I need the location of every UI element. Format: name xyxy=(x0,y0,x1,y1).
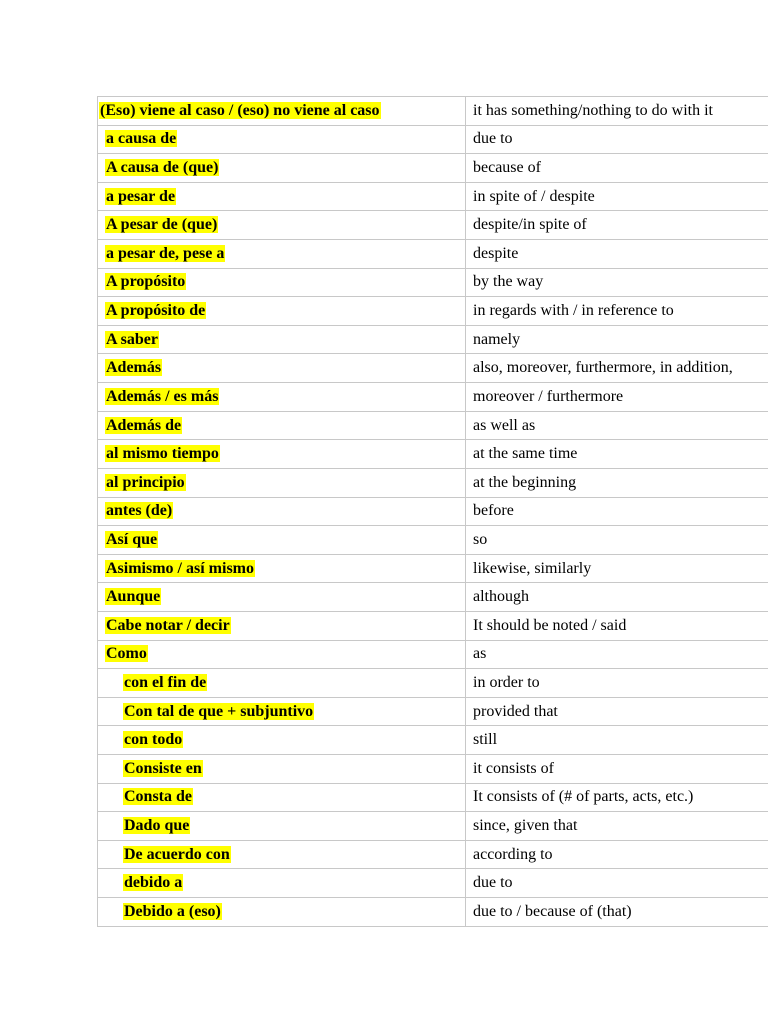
spanish-cell xyxy=(98,211,466,240)
spanish-cell xyxy=(98,526,466,555)
spanish-phrase: Cabe notar / decir xyxy=(106,616,230,634)
spanish-phrase: Así que xyxy=(106,530,158,548)
table-row xyxy=(98,869,768,898)
spanish-cell xyxy=(98,669,466,698)
spanish-cell xyxy=(98,840,466,869)
english-cell: despite xyxy=(466,240,768,269)
english-cell: in spite of / despite xyxy=(466,182,768,211)
spanish-cell xyxy=(98,440,466,469)
spanish-phrase: al mismo tiempo xyxy=(106,445,219,463)
english-cell: due to xyxy=(466,125,768,154)
table-row xyxy=(98,297,768,326)
spanish-cell xyxy=(98,240,466,269)
english-cell: at the beginning xyxy=(466,468,768,497)
spanish-phrase: a pesar de, pese a xyxy=(106,244,225,262)
spanish-phrase: Además de xyxy=(106,416,182,434)
spanish-phrase: A propósito xyxy=(106,273,186,291)
table-row xyxy=(98,383,768,412)
spanish-phrase: (Eso) viene al caso / (eso) no viene al caso xyxy=(100,101,380,119)
spanish-cell xyxy=(98,125,466,154)
spanish-cell xyxy=(98,554,466,583)
table-row xyxy=(98,354,768,383)
spanish-cell xyxy=(98,154,466,183)
spanish-cell xyxy=(98,97,466,126)
spanish-cell xyxy=(98,468,466,497)
english-cell: It consists of (# of parts, acts, etc.) xyxy=(466,783,768,812)
spanish-phrase: Además / es más xyxy=(106,387,219,405)
english-cell: likewise, similarly xyxy=(466,554,768,583)
spanish-cell xyxy=(98,611,466,640)
table-row xyxy=(98,611,768,640)
english-cell: still xyxy=(466,726,768,755)
spanish-cell xyxy=(98,697,466,726)
spanish-phrase: debido a xyxy=(124,874,183,892)
english-cell: namely xyxy=(466,325,768,354)
english-cell: in regards with / in reference to xyxy=(466,297,768,326)
spanish-cell xyxy=(98,640,466,669)
spanish-phrase: a pesar de xyxy=(106,187,176,205)
english-cell: so xyxy=(466,526,768,555)
table-row xyxy=(98,812,768,841)
english-cell: moreover / furthermore xyxy=(466,383,768,412)
english-cell: at the same time xyxy=(466,440,768,469)
spanish-phrase: A causa de (que) xyxy=(106,159,219,177)
spanish-phrase: a causa de xyxy=(106,130,177,148)
spanish-phrase: Como xyxy=(106,645,147,663)
table-row xyxy=(98,411,768,440)
spanish-cell xyxy=(98,898,466,927)
spanish-phrase: Con tal de que + subjuntivo xyxy=(124,702,314,720)
spanish-cell xyxy=(98,182,466,211)
english-cell: by the way xyxy=(466,268,768,297)
table-row xyxy=(98,154,768,183)
spanish-cell xyxy=(98,354,466,383)
english-cell: due to / because of (that) xyxy=(466,898,768,927)
table-row xyxy=(98,583,768,612)
spanish-phrase: A pesar de (que) xyxy=(106,216,218,234)
english-cell: due to xyxy=(466,869,768,898)
spanish-phrase: Debido a (eso) xyxy=(124,902,221,920)
table-row xyxy=(98,783,768,812)
table-row xyxy=(98,211,768,240)
table-row xyxy=(98,440,768,469)
english-cell: provided that xyxy=(466,697,768,726)
table-row xyxy=(98,755,768,784)
english-cell: before xyxy=(466,497,768,526)
spanish-cell xyxy=(98,755,466,784)
spanish-cell xyxy=(98,783,466,812)
spanish-phrase: Consiste en xyxy=(124,759,202,777)
english-cell: in order to xyxy=(466,669,768,698)
spanish-phrase: De acuerdo con xyxy=(124,845,230,863)
spanish-phrase: con el fin de xyxy=(124,673,207,691)
table-row xyxy=(98,726,768,755)
table-row xyxy=(98,697,768,726)
spanish-cell xyxy=(98,297,466,326)
english-cell: according to xyxy=(466,840,768,869)
english-cell: since, given that xyxy=(466,812,768,841)
spanish-cell xyxy=(98,726,466,755)
english-cell: It should be noted / said xyxy=(466,611,768,640)
table-row xyxy=(98,125,768,154)
table-row xyxy=(98,468,768,497)
spanish-phrase: con todo xyxy=(124,731,183,749)
spanish-phrase: al principio xyxy=(106,473,185,491)
spanish-phrase: A propósito de xyxy=(106,302,206,320)
table-row xyxy=(98,554,768,583)
spanish-cell xyxy=(98,411,466,440)
spanish-phrase: Consta de xyxy=(124,788,193,806)
spanish-phrase: antes (de) xyxy=(106,502,173,520)
spanish-cell xyxy=(98,325,466,354)
table-row xyxy=(98,325,768,354)
spanish-phrase: Asimismo / así mismo xyxy=(106,559,254,577)
table-row xyxy=(98,240,768,269)
spanish-phrase: A saber xyxy=(106,330,158,348)
spanish-phrase: Además xyxy=(106,359,162,377)
table-row xyxy=(98,97,768,126)
spanish-phrase: Dado que xyxy=(124,817,190,835)
table-row xyxy=(98,669,768,698)
table-row xyxy=(98,640,768,669)
english-cell: because of xyxy=(466,154,768,183)
spanish-cell xyxy=(98,869,466,898)
spanish-cell xyxy=(98,497,466,526)
english-cell: it consists of xyxy=(466,755,768,784)
spanish-cell xyxy=(98,268,466,297)
table-row xyxy=(98,526,768,555)
spanish-phrase: Aunque xyxy=(106,588,161,606)
english-cell: also, moreover, furthermore, in addition, xyxy=(466,354,768,383)
table-row xyxy=(98,268,768,297)
spanish-cell xyxy=(98,383,466,412)
english-cell: despite/in spite of xyxy=(466,211,768,240)
english-cell: as xyxy=(466,640,768,669)
table-row xyxy=(98,840,768,869)
english-cell: although xyxy=(466,583,768,612)
spanish-cell xyxy=(98,812,466,841)
spanish-cell xyxy=(98,583,466,612)
table-row xyxy=(98,497,768,526)
table-row xyxy=(98,898,768,927)
english-cell: it has something/nothing to do with it xyxy=(466,97,768,126)
table-row xyxy=(98,182,768,211)
english-cell: as well as xyxy=(466,411,768,440)
phrase-table xyxy=(97,96,768,927)
